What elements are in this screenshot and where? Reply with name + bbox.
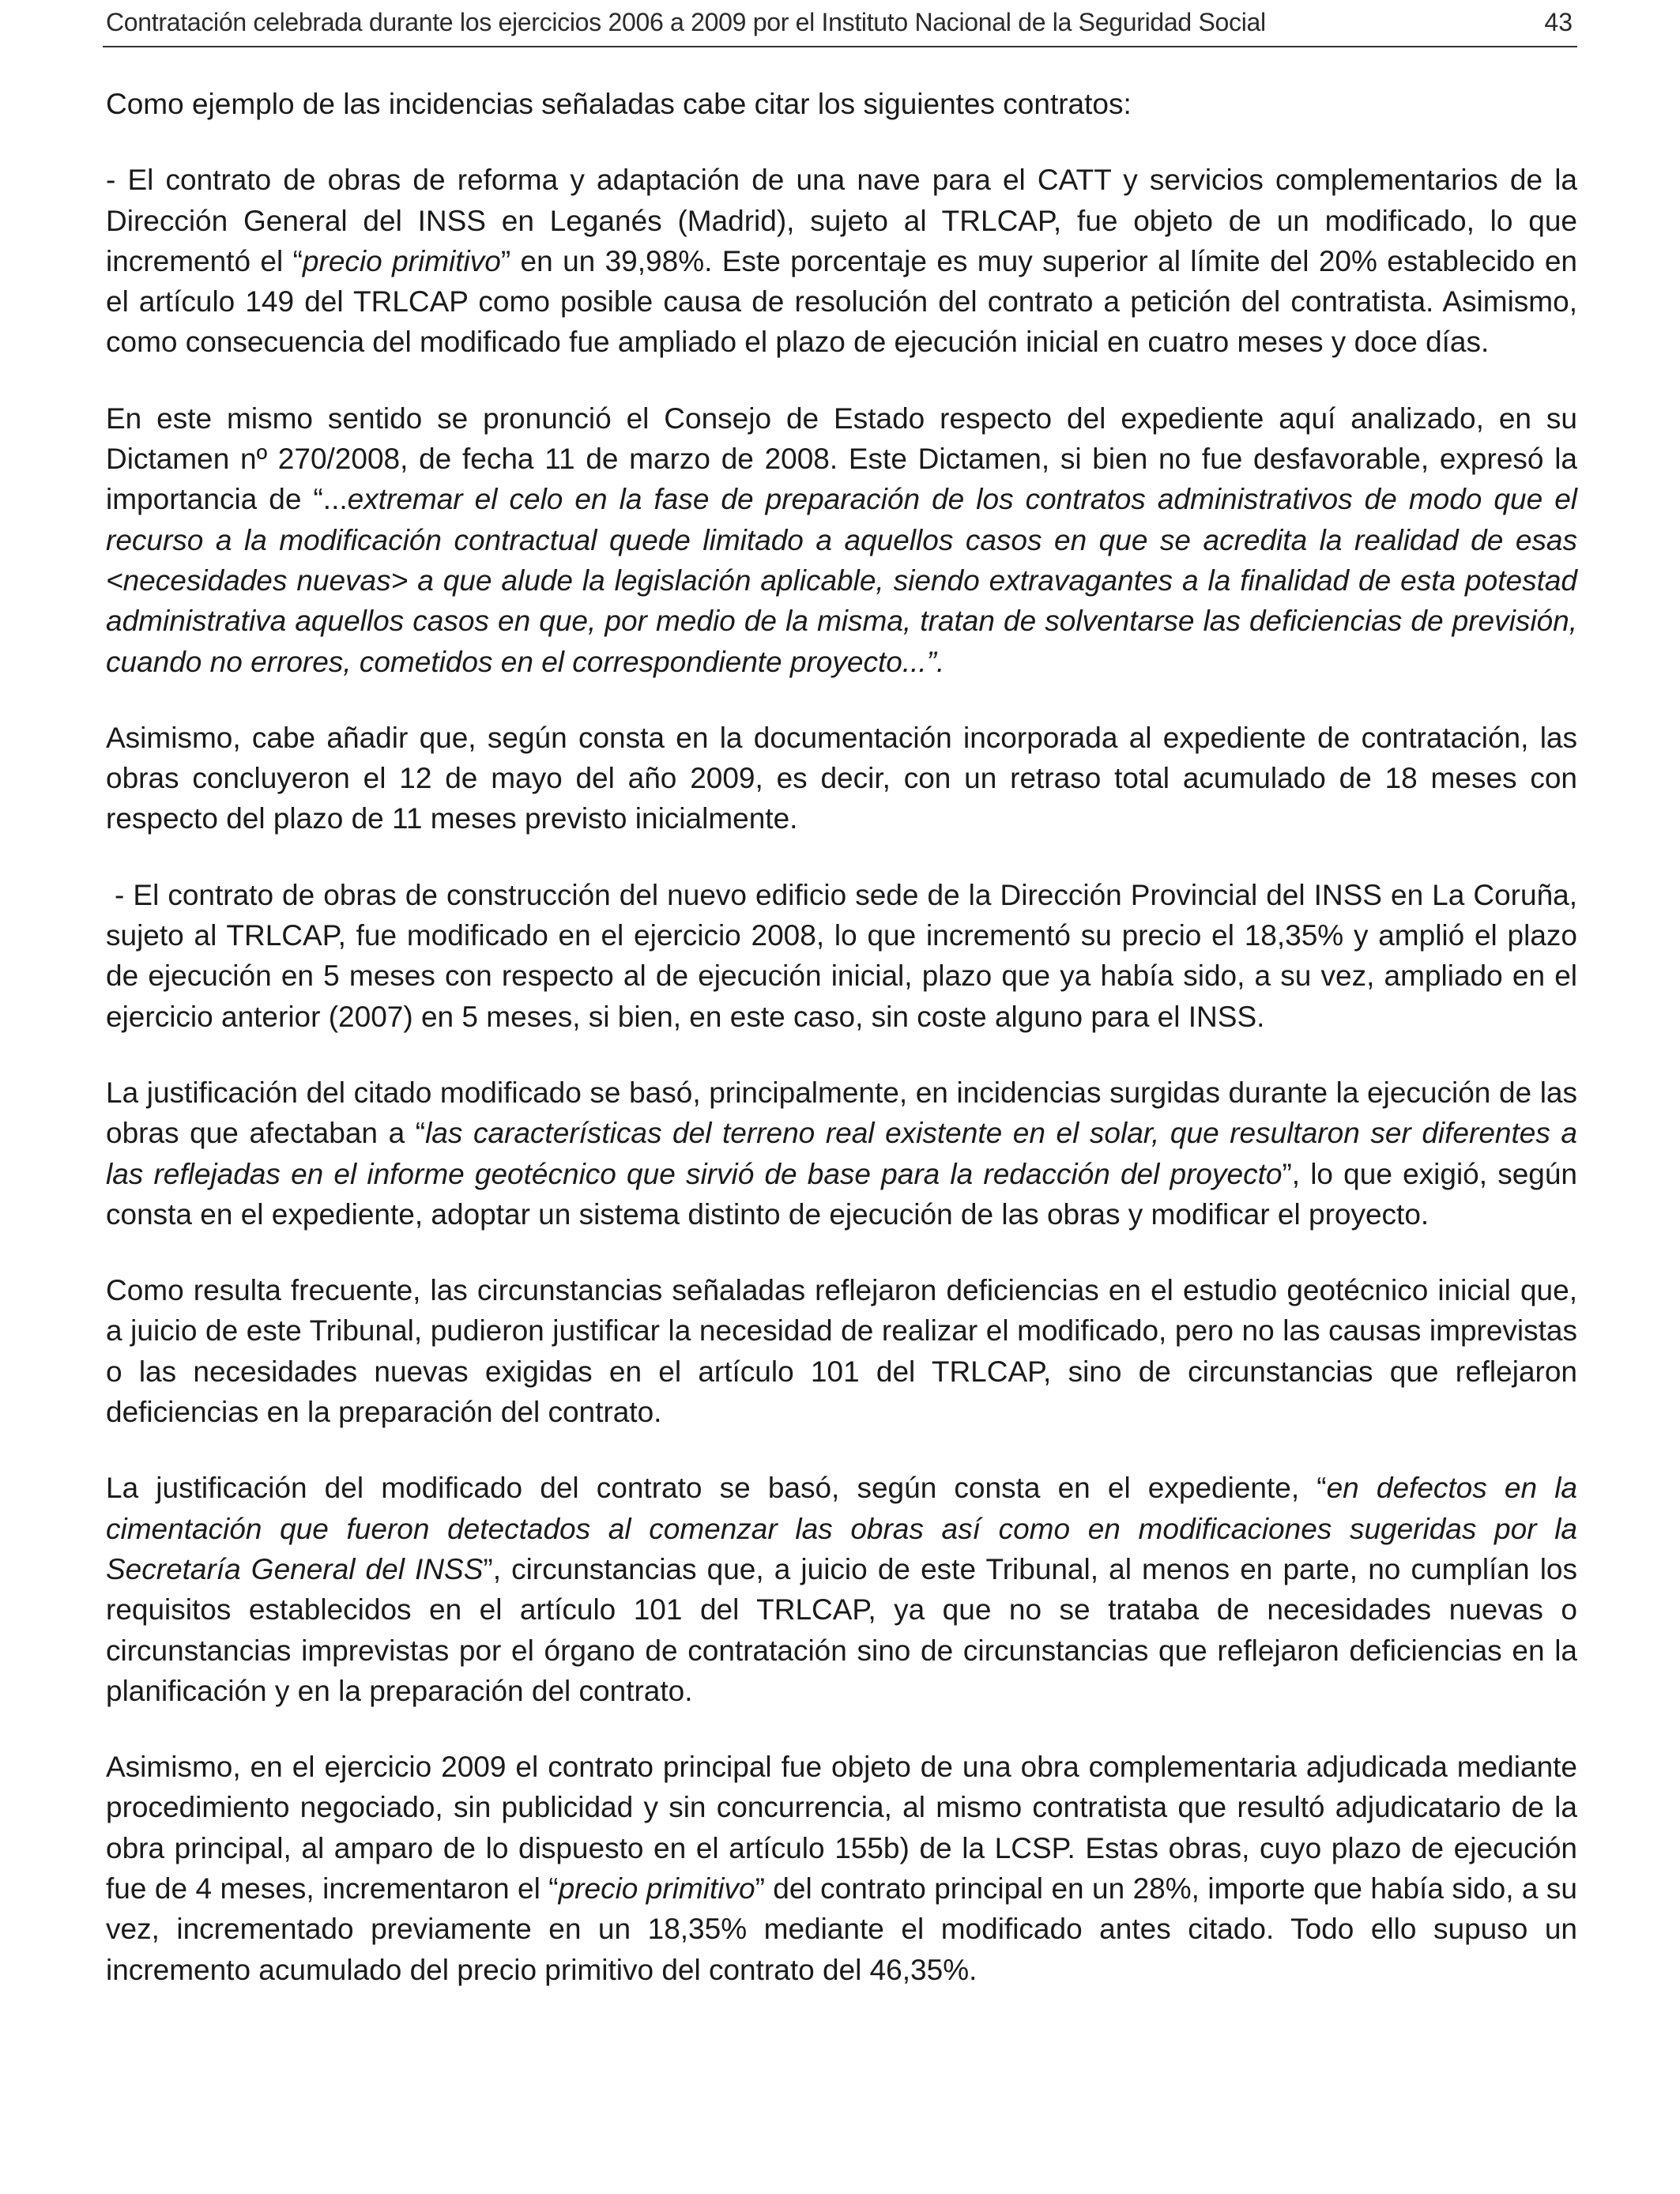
paragraph-obras-conclusion <box>106 718 1577 839</box>
paragraph-intro <box>106 84 1577 124</box>
paragraph-justificacion-text-a: La justificación del citado modificado se basó, principalmente, en incidencias surgidas durante la ejecución de las obras que afectaban a “ <box>106 1076 1577 1150</box>
paragraph-cimentacion-text-a: La justificación del modificado del contrato se basó, según consta en el expediente, “ <box>106 1472 1327 1505</box>
paragraph-circunstancias-text: Como resulta frecuente, las circunstancias señaladas reflejaron deficiencias en el estudio geotécnico inicial que, a juicio de este Tribunal, pudieron justificar la necesidad de realizar el modificado, pero no las causas imprevistas o las necesidades nuevas exigidas en el artículo 101 del TRLCAP, sino de circunstancias que reflejaron deficiencias en la preparación del contrato. <box>106 1274 1577 1429</box>
paragraph-consejo-text-a: En este mismo sentido se pronunció el Consejo de Estado respecto del expediente aquí analizado, en su Dictamen nº 270/2008, de fecha 11 de marzo de 2008. Este Dictamen, si bien no fue desfavorable, expresó la importancia de “... <box>106 401 1577 516</box>
paragraph-leganes-quote: precio primitivo <box>302 244 501 277</box>
paragraph-justificacion-modificado <box>106 1072 1577 1235</box>
paragraph-justificacion-quote: las características del terreno real existente en el solar, que resultaron ser diferentes a las reflejadas en el informe geotécnico que sirvió de base para la redacción del proyecto <box>106 1117 1577 1190</box>
paragraph-cimentacion-quote: en defectos en la cimentación que fueron detectados al comenzar las obras así como en modificaciones sugeridas por la Secretaría General del INSS <box>106 1472 1577 1585</box>
header-title: Contratación celebrada durante los ejercicios 2006 a 2009 por el Instituto Nacional de la Seguridad Social <box>106 8 1266 36</box>
paragraph-obras-conclusion-text: Asimismo, cabe añadir que, según consta en la documentación incorporada al expediente de contratación, las obras concluyeron el 12 de mayo del año 2009, es decir, con un retraso total acumulado de 18 meses con respecto del plazo de 11 meses previsto inicialmente. <box>106 721 1577 835</box>
paragraph-leganes-text-c: ” en un 39,98%. Este porcentaje es muy superior al límite del 20% establecido en el artículo 149 del TRLCAP como posible causa de resolución del contrato a petición del contratista. Asimismo, como consecuencia del modificado fue ampliado el plazo de ejecución inicial en cuatro meses y doce días. <box>106 244 1578 359</box>
paragraph-consejo-quote: extremar el celo en la fase de preparación de los contratos administrativos de modo que el recurso a la modificación contractual quede limitado a aquellos casos en que se acredita la realidad de esas <necesidades nuevas> a que alude la legislación aplicable, siendo extravagantes a la finalidad de esta potestad administrativa aquellos casos en que, por medio de la misma, tratan de solventarse las deficiencias de previsión, cuando no errores, cometidos en el correspondiente proyecto...”. <box>106 483 1577 678</box>
paragraph-intro-text: Como ejemplo de las incidencias señaladas cabe citar los siguientes contratos: <box>106 88 1132 120</box>
paragraph-leganes-contract <box>106 160 1577 362</box>
document-page <box>103 0 1578 1986</box>
running-header <box>103 0 1577 47</box>
paragraph-coruna-contract <box>106 875 1577 1037</box>
paragraph-coruna-text: - El contrato de obras de construcción del nuevo edificio sede de la Dirección Provincial del INSS en La Coruña, sujeto al TRLCAP, fue modificado en el ejercicio 2008, lo que incrementó su precio el 18,35% y amplió el plazo de ejecución en 5 meses con respecto al de ejecución inicial, plazo que ya había sido, a su vez, ampliado en el ejercicio anterior (2007) en 5 meses, si bien, en este caso, sin coste alguno para el INSS. <box>106 878 1578 1033</box>
paragraph-leganes-text-a: - El contrato de obras de reforma y adaptación de una nave para el CATT y servicios complementarios de la Dirección General del INSS en Leganés (Madrid), sujeto al TRLCAP, fue objeto de un modificado, lo que incrementó el “ <box>106 164 1577 277</box>
paragraph-circunstancias <box>106 1270 1577 1432</box>
document-body <box>106 84 1577 2026</box>
page-number: 43 <box>1544 8 1573 36</box>
paragraph-cimentacion-text-c: ”, circunstancias que, a juicio de este Tribunal, al menos en parte, no cumplían los requisitos establecidos en el artículo 101 del TRLCAP, ya que no se trataba de necesidades nuevas o circunstancias imprevistas por el órgano de contratación sino de circunstancias que reflejaron deficiencias en la planificación y en la preparación del contrato. <box>106 1552 1577 1707</box>
paragraph-complementaria-text-a: Asimismo, en el ejercicio 2009 el contrato principal fue objeto de una obra complementaria adjudicada mediante procedimiento negociado, sin publicidad y sin concurrencia, al mismo contratista que resultó adjudicatario de la obra principal, al amparo de lo dispuesto en el artículo 155b) de la LCSP. Estas obras, cuyo plazo de ejecución fue de 4 meses, incrementaron el “ <box>106 1751 1577 1905</box>
paragraph-obra-complementaria <box>106 1747 1577 1990</box>
paragraph-consejo-estado <box>106 398 1577 682</box>
paragraph-justificacion-text-c: ”, lo que exigió, según consta en el expediente, adoptar un sistema distinto de ejecución de las obras y modificar el proyecto. <box>106 1157 1578 1231</box>
paragraph-complementaria-text-c: ” del contrato principal en un 28%, importe que había sido, a su vez, incrementado previamente en un 18,35% mediante el modificado antes citado. Todo ello supuso un incremento acumulado del precio primitivo del contrato del 46,35%. <box>106 1872 1578 1986</box>
paragraph-cimentacion <box>106 1468 1577 1711</box>
paragraph-complementaria-quote: precio primitivo <box>558 1872 755 1905</box>
